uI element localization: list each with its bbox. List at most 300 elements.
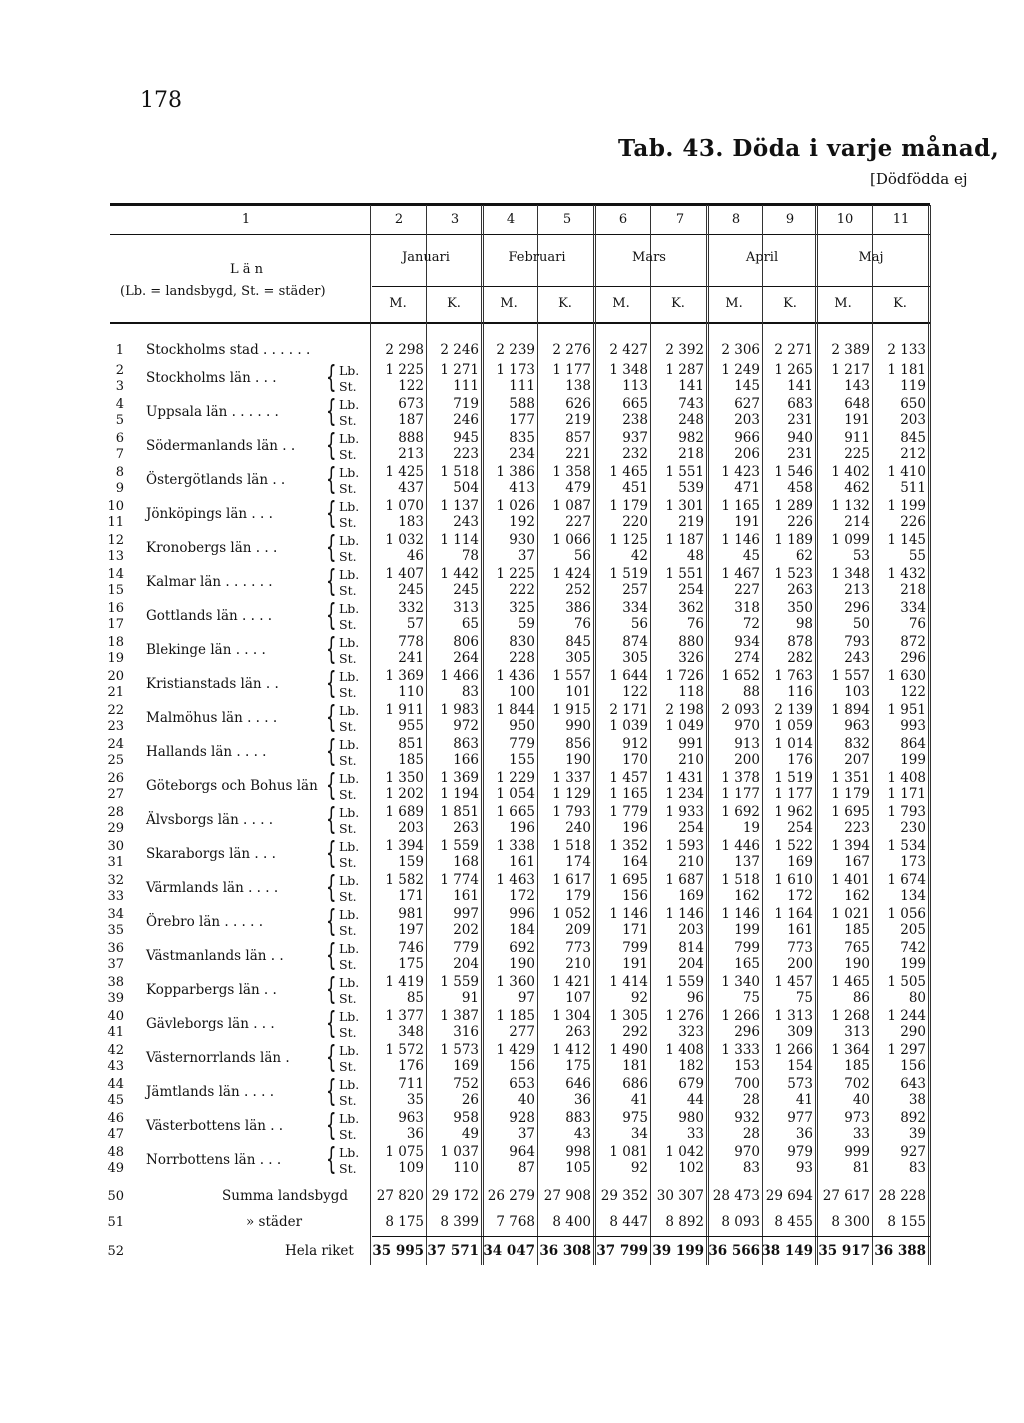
- table-cell: 437: [398, 480, 424, 496]
- st-label: St.: [339, 413, 357, 428]
- table-cell: 1 338: [496, 838, 535, 854]
- row-number: 13: [107, 549, 124, 564]
- table-cell: 975: [622, 1110, 648, 1126]
- table-cell: 122: [398, 378, 424, 394]
- table-cell: 227: [734, 582, 760, 598]
- table-cell: 309: [787, 1024, 813, 1040]
- table-cell: 1 546: [774, 464, 813, 480]
- sum-cell: 26 279: [487, 1188, 535, 1204]
- table-cell: 1 933: [665, 804, 704, 820]
- table-cell: 648: [844, 396, 870, 412]
- sum-cell: 29 352: [600, 1188, 648, 1204]
- table-cell: 145: [734, 378, 760, 394]
- table-cell: 1 173: [496, 362, 535, 378]
- table-cell: 940: [787, 430, 813, 446]
- table-cell: 1 573: [440, 1042, 479, 1058]
- column-divider: [762, 205, 763, 1265]
- lb-label: Lb.: [339, 907, 360, 922]
- table-cell: 34: [630, 1126, 648, 1142]
- row-number: 36: [107, 941, 124, 956]
- table-cell: 200: [734, 752, 760, 768]
- table-cell: 1 421: [552, 974, 591, 990]
- brace-glyph: {: [326, 530, 337, 565]
- row-number: 38: [107, 975, 124, 990]
- sum-cell: 27 617: [822, 1188, 870, 1204]
- table-cell: 746: [398, 940, 424, 956]
- sum-cell: 8 447: [609, 1214, 648, 1230]
- table-cell: 1 572: [385, 1042, 424, 1058]
- lb-label: Lb.: [339, 601, 360, 616]
- table-cell: 76: [573, 616, 591, 632]
- sum-cell: 30 307: [656, 1188, 704, 1204]
- st-label: St.: [339, 583, 357, 598]
- row-number: 29: [107, 821, 124, 836]
- st-label: St.: [339, 515, 357, 530]
- table-right-border: [928, 205, 931, 1265]
- row-number: 32: [107, 873, 124, 888]
- table-cell: 218: [678, 446, 704, 462]
- table-cell: 202: [453, 922, 479, 938]
- table-cell: 1 348: [831, 566, 870, 582]
- lb-label: Lb.: [339, 363, 360, 378]
- table-cell: 2 389: [831, 342, 870, 358]
- table-cell: 56: [573, 548, 591, 564]
- lb-label: Lb.: [339, 1111, 360, 1126]
- table-cell: 187: [398, 412, 424, 428]
- row-number: 24: [107, 737, 124, 752]
- column-number: 4: [506, 212, 516, 227]
- table-cell: 214: [844, 514, 870, 530]
- top-rule: [110, 203, 930, 206]
- sum-cell: 35 917: [818, 1243, 870, 1259]
- county-name: Västerbottens län . .: [146, 1118, 284, 1134]
- table-cell: 1 181: [887, 362, 926, 378]
- table-cell: 59: [517, 616, 535, 632]
- table-cell: 169: [678, 888, 704, 904]
- table-cell: 511: [900, 480, 926, 496]
- table-cell: 1 129: [552, 786, 591, 802]
- table-cell: 78: [461, 548, 479, 564]
- lan-legend: (Lb. = landsbygd, St. = städer): [120, 284, 326, 299]
- table-cell: 1 442: [440, 566, 479, 582]
- table-cell: 1 340: [721, 974, 760, 990]
- table-cell: 162: [844, 888, 870, 904]
- table-cell: 1 137: [440, 498, 479, 514]
- table-cell: 316: [453, 1024, 479, 1040]
- row-number: 18: [107, 635, 124, 650]
- table-cell: 1 387: [440, 1008, 479, 1024]
- county-name: Norrbottens län . . .: [146, 1152, 282, 1168]
- brace-glyph: {: [326, 972, 337, 1007]
- lb-label: Lb.: [339, 1145, 360, 1160]
- table-cell: 232: [622, 446, 648, 462]
- row-number: 42: [107, 1043, 124, 1058]
- column-number: 2: [394, 212, 404, 227]
- table-cell: 880: [678, 634, 704, 650]
- table-cell: 999: [844, 1144, 870, 1160]
- table-cell: 883: [565, 1110, 591, 1126]
- table-cell: 243: [453, 514, 479, 530]
- table-cell: 1 229: [496, 770, 535, 786]
- table-cell: 1 266: [721, 1008, 760, 1024]
- county-name: Gävleborgs län . . .: [146, 1016, 275, 1032]
- table-cell: 36: [573, 1092, 591, 1108]
- table-cell: 118: [678, 684, 704, 700]
- sum-cell: 36 566: [708, 1243, 760, 1259]
- table-cell: 182: [678, 1058, 704, 1074]
- table-cell: 134: [900, 888, 926, 904]
- table-cell: 91: [461, 990, 479, 1006]
- row-number: 39: [107, 991, 124, 1006]
- st-label: St.: [339, 957, 357, 972]
- page-number: 178: [140, 88, 182, 113]
- sum-cell: 8 455: [774, 1214, 813, 1230]
- table-cell: 1 457: [774, 974, 813, 990]
- table-cell: 686: [622, 1076, 648, 1092]
- table-cell: 646: [565, 1076, 591, 1092]
- table-cell: 1 179: [831, 786, 870, 802]
- st-label: St.: [339, 821, 357, 836]
- table-cell: 264: [453, 650, 479, 666]
- table-cell: 75: [795, 990, 813, 1006]
- table-cell: 2 306: [721, 342, 760, 358]
- table-cell: 1 407: [385, 566, 424, 582]
- table-cell: 137: [734, 854, 760, 870]
- table-cell: 45: [742, 548, 760, 564]
- table-cell: 141: [787, 378, 813, 394]
- table-cell: 231: [787, 412, 813, 428]
- row-number: 7: [115, 447, 124, 462]
- st-label: St.: [339, 617, 357, 632]
- st-label: St.: [339, 1093, 357, 1108]
- table-cell: 243: [844, 650, 870, 666]
- table-cell: 793: [844, 634, 870, 650]
- table-cell: 19: [742, 820, 760, 836]
- table-cell: 539: [678, 480, 704, 496]
- sum-cell: 39 199: [652, 1243, 704, 1259]
- table-cell: 1 436: [496, 668, 535, 684]
- table-cell: 177: [509, 412, 535, 428]
- table-cell: 44: [686, 1092, 704, 1108]
- st-label: St.: [339, 481, 357, 496]
- month-header: April: [745, 250, 779, 265]
- column-divider: [370, 205, 371, 1265]
- column-divider: [650, 205, 651, 1265]
- table-cell: 33: [686, 1126, 704, 1142]
- table-cell: 2 298: [385, 342, 424, 358]
- row-number: 51: [107, 1215, 124, 1230]
- table-cell: 162: [734, 888, 760, 904]
- table-subtitle: [Dödfödda ej: [870, 170, 968, 188]
- table-cell: 1 271: [440, 362, 479, 378]
- table-cell: 1 534: [887, 838, 926, 854]
- table-cell: 1 665: [496, 804, 535, 820]
- table-cell: 1 187: [665, 532, 704, 548]
- table-cell: 2 271: [774, 342, 813, 358]
- table-cell: 219: [678, 514, 704, 530]
- table-cell: 159: [398, 854, 424, 870]
- table-cell: 1 350: [385, 770, 424, 786]
- lb-label: Lb.: [339, 805, 360, 820]
- table-cell: 122: [622, 684, 648, 700]
- sum-cell: 8 399: [440, 1214, 479, 1230]
- table-cell: 845: [900, 430, 926, 446]
- table-cell: 752: [453, 1076, 479, 1092]
- table-cell: 653: [509, 1076, 535, 1092]
- table-cell: 650: [900, 396, 926, 412]
- column-number: 3: [450, 212, 460, 227]
- sum-label: Hela riket: [285, 1243, 354, 1259]
- table-cell: 171: [622, 922, 648, 938]
- table-cell: 927: [900, 1144, 926, 1160]
- table-cell: 174: [565, 854, 591, 870]
- st-label: St.: [339, 787, 357, 802]
- brace-glyph: {: [326, 428, 337, 463]
- table-cell: 1 056: [887, 906, 926, 922]
- table-cell: 1 557: [831, 668, 870, 684]
- table-cell: 911: [844, 430, 870, 446]
- table-cell: 1 066: [552, 532, 591, 548]
- table-cell: 41: [630, 1092, 648, 1108]
- table-cell: 100: [509, 684, 535, 700]
- table-cell: 1 114: [440, 532, 479, 548]
- brace-glyph: {: [326, 870, 337, 905]
- table-cell: 138: [565, 378, 591, 394]
- brace-glyph: {: [326, 938, 337, 973]
- table-cell: 326: [678, 650, 704, 666]
- table-cell: 37: [517, 1126, 535, 1142]
- lb-label: Lb.: [339, 1077, 360, 1092]
- brace-glyph: {: [326, 1040, 337, 1075]
- table-cell: 296: [900, 650, 926, 666]
- table-cell: 1 793: [887, 804, 926, 820]
- table-cell: 362: [678, 600, 704, 616]
- lb-label: Lb.: [339, 465, 360, 480]
- table-cell: 65: [461, 616, 479, 632]
- table-cell: 203: [398, 820, 424, 836]
- table-cell: 196: [622, 820, 648, 836]
- table-cell: 945: [453, 430, 479, 446]
- table-cell: 119: [900, 378, 926, 394]
- table-cell: 1 165: [609, 786, 648, 802]
- county-name: Östergötlands län . .: [146, 472, 286, 488]
- row-number: 25: [107, 753, 124, 768]
- table-cell: 101: [565, 684, 591, 700]
- table-cell: 719: [453, 396, 479, 412]
- table-cell: 1 851: [440, 804, 479, 820]
- table-cell: 181: [622, 1058, 648, 1074]
- county-name: Älvsborgs län . . . .: [146, 812, 274, 828]
- table-cell: 1 378: [721, 770, 760, 786]
- table-cell: 210: [678, 752, 704, 768]
- table-cell: 156: [622, 888, 648, 904]
- column-number: 1: [241, 212, 251, 227]
- table-cell: 105: [565, 1160, 591, 1176]
- table-cell: 155: [509, 752, 535, 768]
- table-cell: 665: [622, 396, 648, 412]
- table-cell: 218: [900, 582, 926, 598]
- column-number: 8: [731, 212, 741, 227]
- table-cell: 1 358: [552, 464, 591, 480]
- header-bottom-rule: [110, 322, 930, 324]
- table-cell: 76: [908, 616, 926, 632]
- sum-cell: 27 908: [543, 1188, 591, 1204]
- table-cell: 990: [565, 718, 591, 734]
- table-cell: 1 075: [385, 1144, 424, 1160]
- column-number: 9: [785, 212, 795, 227]
- table-cell: 1 070: [385, 498, 424, 514]
- row-number: 37: [107, 957, 124, 972]
- table-cell: 240: [565, 820, 591, 836]
- table-cell: 1 386: [496, 464, 535, 480]
- lan-header: L ä n: [230, 262, 264, 277]
- table-cell: 1 951: [887, 702, 926, 718]
- table-cell: 36: [795, 1126, 813, 1142]
- table-cell: 1 617: [552, 872, 591, 888]
- month-rule: [372, 286, 930, 287]
- table-cell: 950: [509, 718, 535, 734]
- table-cell: 48: [686, 548, 704, 564]
- table-cell: 290: [900, 1024, 926, 1040]
- table-cell: 116: [787, 684, 813, 700]
- row-number: 27: [107, 787, 124, 802]
- table-cell: 191: [622, 956, 648, 972]
- table-cell: 122: [900, 684, 926, 700]
- table-cell: 1 081: [609, 1144, 648, 1160]
- table-cell: 83: [742, 1160, 760, 1176]
- table-cell: 1 559: [440, 838, 479, 854]
- table-cell: 156: [509, 1058, 535, 1074]
- table-cell: 226: [787, 514, 813, 530]
- table-cell: 199: [900, 752, 926, 768]
- table-cell: 626: [565, 396, 591, 412]
- lb-label: Lb.: [339, 1043, 360, 1058]
- table-cell: 141: [678, 378, 704, 394]
- table-cell: 323: [678, 1024, 704, 1040]
- table-cell: 1 559: [665, 974, 704, 990]
- table-cell: 1 099: [831, 532, 870, 548]
- table-cell: 471: [734, 480, 760, 496]
- table-cell: 169: [787, 854, 813, 870]
- table-cell: 1 394: [385, 838, 424, 854]
- sum-cell: 29 172: [431, 1188, 479, 1204]
- table-cell: 2 239: [496, 342, 535, 358]
- table-cell: 1 301: [665, 498, 704, 514]
- table-cell: 36: [406, 1126, 424, 1142]
- table-cell: 241: [398, 650, 424, 666]
- table-cell: 1 052: [552, 906, 591, 922]
- row-number: 19: [107, 651, 124, 666]
- sex-header: K.: [671, 296, 685, 311]
- table-cell: 1 352: [609, 838, 648, 854]
- table-cell: 205: [900, 922, 926, 938]
- table-cell: 219: [565, 412, 591, 428]
- sum-cell: 28 228: [878, 1188, 926, 1204]
- table-cell: 110: [398, 684, 424, 700]
- table-cell: 1 042: [665, 1144, 704, 1160]
- table-cell: 190: [565, 752, 591, 768]
- table-cell: 228: [509, 650, 535, 666]
- table-cell: 1 911: [385, 702, 424, 718]
- table-cell: 111: [453, 378, 479, 394]
- table-cell: 1 369: [385, 668, 424, 684]
- row-number: 43: [107, 1059, 124, 1074]
- table-cell: 934: [734, 634, 760, 650]
- table-cell: 451: [622, 480, 648, 496]
- table-cell: 222: [509, 582, 535, 598]
- row-number: 47: [107, 1127, 124, 1142]
- table-cell: 192: [509, 514, 535, 530]
- table-cell: 1 394: [831, 838, 870, 854]
- table-cell: 702: [844, 1076, 870, 1092]
- table-cell: 92: [630, 1160, 648, 1176]
- table-cell: 41: [795, 1092, 813, 1108]
- table-cell: 1 194: [440, 786, 479, 802]
- table-cell: 973: [844, 1110, 870, 1126]
- table-cell: 742: [900, 940, 926, 956]
- table-cell: 932: [734, 1110, 760, 1126]
- month-header: Maj: [858, 250, 884, 265]
- sex-header: K.: [783, 296, 797, 311]
- row-number: 9: [115, 481, 124, 496]
- row-number: 3: [115, 379, 124, 394]
- table-cell: 1 674: [887, 872, 926, 888]
- county-name: Kopparbergs län . .: [146, 982, 277, 998]
- table-cell: 799: [622, 940, 648, 956]
- column-divider: [481, 205, 484, 1265]
- table-cell: 1 199: [887, 498, 926, 514]
- table-cell: 993: [900, 718, 926, 734]
- table-cell: 1 519: [609, 566, 648, 582]
- county-name: Malmöhus län . . . .: [146, 710, 278, 726]
- table-cell: 970: [734, 1144, 760, 1160]
- table-cell: 203: [900, 412, 926, 428]
- table-cell: 912: [622, 736, 648, 752]
- st-label: St.: [339, 1161, 357, 1176]
- st-label: St.: [339, 1059, 357, 1074]
- month-header: Februari: [508, 250, 566, 265]
- row-number: 14: [107, 567, 124, 582]
- brace-glyph: {: [326, 1142, 337, 1177]
- table-cell: 773: [787, 940, 813, 956]
- table-cell: 225: [844, 446, 870, 462]
- brace-glyph: {: [326, 1006, 337, 1041]
- table-cell: 230: [900, 820, 926, 836]
- sum-cell: 8 175: [385, 1214, 424, 1230]
- table-cell: 263: [565, 1024, 591, 1040]
- table-cell: 930: [509, 532, 535, 548]
- row-number: 15: [107, 583, 124, 598]
- table-cell: 185: [398, 752, 424, 768]
- table-cell: 190: [509, 956, 535, 972]
- table-cell: 254: [678, 820, 704, 836]
- table-cell: 55: [908, 548, 926, 564]
- table-cell: 972: [453, 718, 479, 734]
- column-number: 10: [836, 212, 854, 227]
- row-number: 45: [107, 1093, 124, 1108]
- table-cell: 35: [406, 1092, 424, 1108]
- table-cell: 1 402: [831, 464, 870, 480]
- table-cell: 1 779: [609, 804, 648, 820]
- table-cell: 204: [678, 956, 704, 972]
- column-number: 6: [618, 212, 628, 227]
- column-divider: [706, 205, 709, 1265]
- table-cell: 1 518: [552, 838, 591, 854]
- table-cell: 1 518: [721, 872, 760, 888]
- county-name: Västernorrlands län .: [146, 1050, 290, 1066]
- table-cell: 227: [565, 514, 591, 530]
- table-cell: 231: [787, 446, 813, 462]
